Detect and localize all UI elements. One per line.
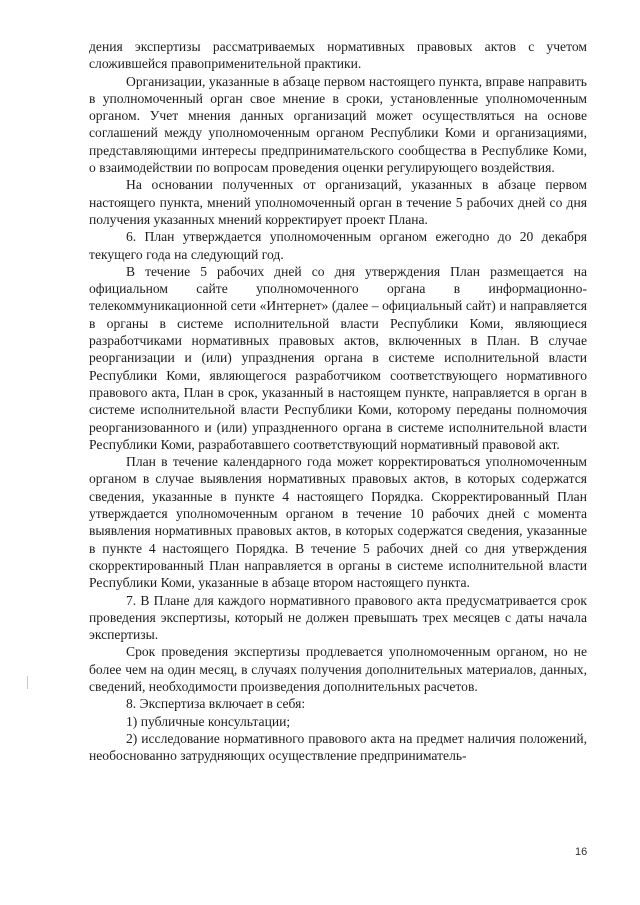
page-number: 16 — [575, 846, 588, 858]
paragraph-item-6: 6. План утверждается уполномоченным органом ежегодно до 20 декабря текущего года на следующий год. — [89, 229, 587, 262]
scan-margin-mark — [27, 676, 28, 689]
paragraph-organizations-opinion: Организации, указанные в абзаце первом настоящего пункта, вправе направить в уполномоченный орган свое мнение в сроки, установленные уполномоченным органом. Учет мнения данных организаций может осуществляться на основе соглашений между уполномоченным органом Республики Коми и организациями, представляющими интересы предпринимательского сообщества в Республике Коми, о взаимодействии по вопросам проведения оценки регулирующего воздействия. — [89, 73, 587, 176]
list-item-public-consultations: 1) публичные консультации; — [126, 713, 291, 729]
paragraph-plan-correction: На основании полученных от организаций, указанных в абзаце первом настоящего пункта, мнений уполномоченный орган в течение 5 рабочих дней со дня получения указанных мнений корректирует проект Плана. — [89, 177, 587, 227]
paragraph-continuation: дения экспертизы рассматриваемых нормативных правовых актов с учетом сложившейся правоприменительной практики. — [89, 39, 587, 72]
paragraph-item-8: 8. Экспертиза включает в себя: — [126, 696, 306, 712]
paragraph-plan-adjustment: План в течение календарного года может корректироваться уполномоченным органом в случае выявления нормативных правовых актов, в которых содержатся сведения, указанные в пункте 4 настоящего Порядка. Скорректированный План утверждается уполномоченным органом в течение 10 рабочих дней с момента выявления нормативных правовых актов, в которых содержатся сведения, указанные в пункте 4 настоящего Порядка. В течение 5 рабочих дней со дня утверждения скорректированный План направляется в органы в системе исполнительной власти Республики Коми, указанные в абзаце втором настоящего пункта. — [89, 454, 587, 591]
paragraph-term-extension: Срок проведения экспертизы продлевается уполномоченным органом, но не более чем на один месяц, в случаях получения дополнительных материалов, данных, сведений, необходимости произведения дополнительных расчетов. — [89, 644, 587, 694]
paragraph-item-7: 7. В Плане для каждого нормативного правового акта предусматривается срок проведения экспертизы, который не должен превышать трех месяцев с даты начала экспертизы. — [89, 592, 587, 643]
document-page — [89, 38, 587, 764]
paragraph-plan-publication: В течение 5 рабочих дней со дня утверждения План размещается на официальном сайте уполномоченного органа в информационно-телекоммуникационной сети «Интернет» (далее – официальный сайт) и направляется в органы в системе исполнительной власти Республики Коми, являющиеся разработчиками нормативных правовых актов, включенных в План. В случае реорганизации и (или) упразднения органа в системе исполнительной власти Республики Коми, являющегося разработчиком соответствующего нормативного правового акта, План в срок, указанный в настоящем пункте, направляется в орган в системе исполнительной власти Республики Коми, которому переданы полномочия реорганизованного и (или) упраздненного органа в системе исполнительной власти Республики Коми, разработавшего соответствующий нормативный правовой акт. — [89, 263, 587, 452]
list-item-research: 2) исследование нормативного правового акта на предмет наличия положений, необоснованно затрудняющих осуществление предприниматель- — [89, 730, 587, 764]
